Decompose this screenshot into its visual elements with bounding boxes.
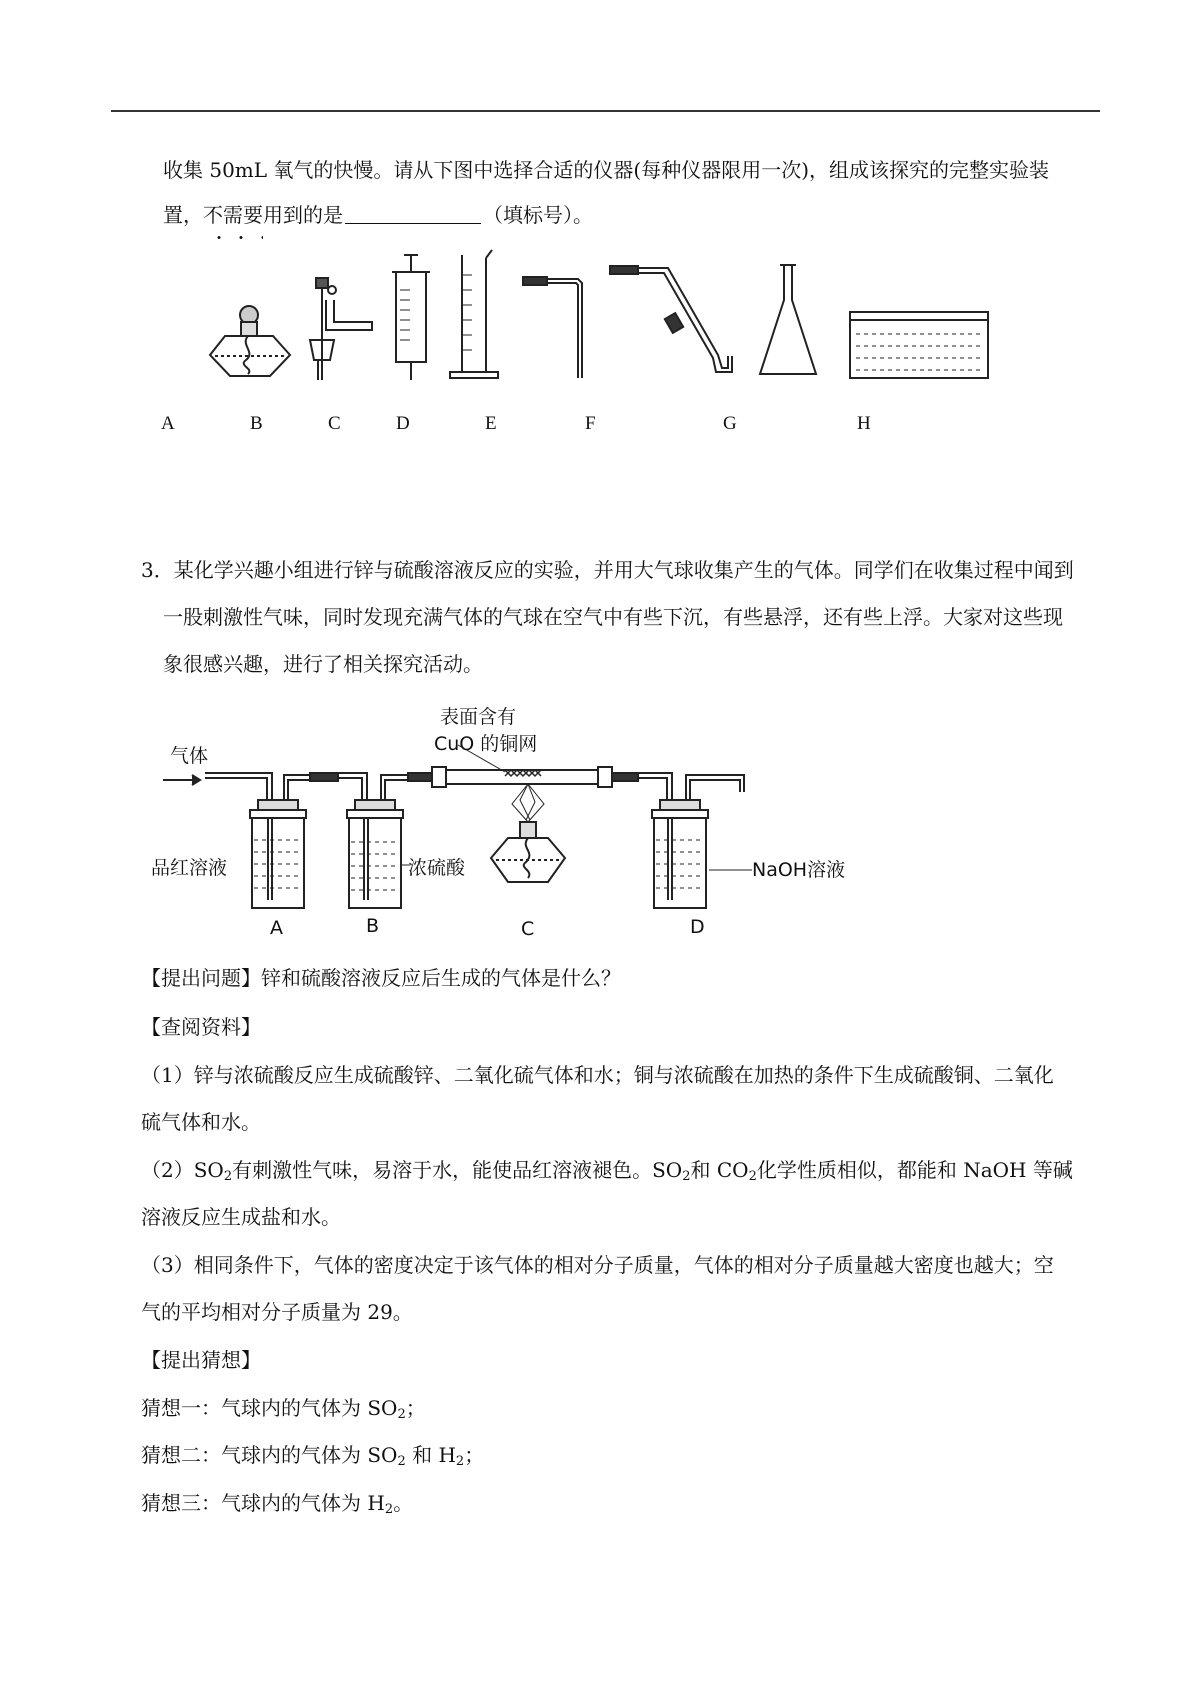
diagram-label: A xyxy=(270,917,283,939)
diagram-label: D xyxy=(690,916,705,938)
q3-intro-line2: 一股刺激性气味，同时发现充满气体的气球在空气中有些下沉，有些悬浮，还有些上浮。大家对这些现 xyxy=(163,605,1063,629)
apparatus-label: F xyxy=(585,413,596,434)
alcohol-lamp-icon xyxy=(491,822,565,882)
hypothesis-3: 猜想三：气球内的气体为 $H_2$。 xyxy=(141,1491,414,1517)
apparatus-label: C xyxy=(328,413,341,434)
emphasis-text: 不需要 xyxy=(203,203,263,227)
q2-text-line1: 收集 50mL 氧气的快慢。请从下图中选择合适的仪器(每种仪器限用一次)，组成该探究的完整实验装 xyxy=(163,158,1050,182)
gas-bottle-a xyxy=(205,773,310,908)
gas-bottle-d xyxy=(638,773,744,908)
diagram-label: B xyxy=(366,915,380,937)
rubber-connector xyxy=(310,773,338,781)
question-heading: 【提出问题】锌和硫酸溶液反应后生成的气体是什么？ xyxy=(141,966,621,990)
reference-2-line2: 溶液反应生成盐和水。 xyxy=(141,1205,341,1229)
apparatus-label: D xyxy=(396,413,410,434)
hypothesis-1: 猜想一：气球内的气体为 $SO_2$； xyxy=(141,1396,426,1422)
q3-intro-line3: 象很感兴趣，进行了相关探究活动。 xyxy=(163,652,483,676)
rubber-connector xyxy=(612,773,638,781)
gas-bottle-b xyxy=(338,773,408,908)
bottle-d-content: NaOH溶液 xyxy=(752,859,846,881)
arrow-icon xyxy=(163,775,200,785)
tube-label-line1: 表面含有 xyxy=(440,706,517,728)
reference-2-line1: $(2)SO_2$有刺激性气味，易溶于水，能使品红溶液褪色。$SO_2$和 $CO_2$化学性质相似，都能和 NaOH 等碱 xyxy=(141,1158,1073,1184)
apparatus-label: H xyxy=(857,413,871,434)
reference-3-line2: 气的平均相对分子质量为 29。 xyxy=(141,1300,413,1324)
apparatus-label: B xyxy=(250,413,263,434)
reference-1-line1: （1）锌与浓硫酸反应生成硫酸锌、二氧化硫气体和水；铜与浓硫酸在加热的条件下生成硫酸铜、二氧化 xyxy=(141,1063,1054,1087)
hypotheses-title: 【提出猜想】 xyxy=(141,1348,261,1372)
q3-intro-line1: 3．某化学兴趣小组进行锌与硫酸溶液反应的实验，并用大气球收集产生的气体。同学们在收集过程中闻到 xyxy=(141,558,1074,582)
apparatus-label: A xyxy=(161,413,175,434)
gas-label: 气体 xyxy=(170,745,209,767)
reference-3-line1: （3）相同条件下，气体的密度决定于该气体的相对分子质量，气体的相对分子质量越大密度也越大；空 xyxy=(141,1253,1054,1277)
tube-label-line2: CuO 的铜网 xyxy=(434,733,538,755)
references-title: 【查阅资料】 xyxy=(141,1015,261,1039)
q2-text-line2: 置，不需要用到的是 （填标号）。 xyxy=(163,203,593,227)
bottle-b-content: 浓硫酸 xyxy=(408,857,466,879)
apparatus-label: G xyxy=(723,413,737,434)
apparatus-label: E xyxy=(485,413,497,434)
bottle-a-content: 品红溶液 xyxy=(151,857,228,879)
combustion-tube xyxy=(432,767,612,822)
reference-1-line2: 硫气体和水。 xyxy=(141,1110,261,1134)
rubber-connector xyxy=(408,773,432,781)
diagram-label: C xyxy=(521,918,535,940)
hypothesis-2: 猜想二：气球内的气体为 $SO_2$ 和 $H_2$； xyxy=(141,1443,485,1469)
